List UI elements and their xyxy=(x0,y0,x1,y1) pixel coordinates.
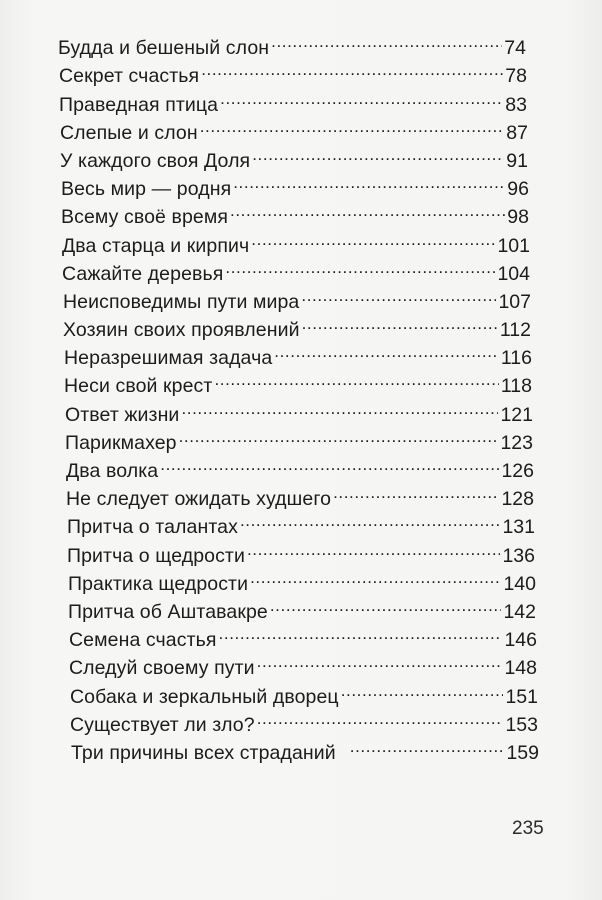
toc-dot-leader xyxy=(302,308,498,336)
toc-dot-leader xyxy=(201,54,503,82)
toc-entry-page: 78 xyxy=(505,65,527,88)
toc-entry-title: Ответ жизни xyxy=(65,403,180,426)
toc-entry-title: Праведная птица xyxy=(59,93,219,116)
toc-dot-leader xyxy=(350,731,505,759)
toc-entry xyxy=(0,590,602,623)
toc-entry-page: 146 xyxy=(504,629,537,652)
toc-entry xyxy=(0,26,602,60)
toc-dot-leader xyxy=(240,505,501,533)
toc-entry-page: 83 xyxy=(505,93,527,116)
toc-entry-title: Сажайте деревья xyxy=(62,262,224,285)
toc-dot-leader xyxy=(257,646,503,674)
page-number: 235 xyxy=(512,818,544,839)
toc-entry-title: Хозяин своих проявлений xyxy=(63,319,300,342)
toc-entry-page: 123 xyxy=(500,431,533,454)
toc-entry-page: 107 xyxy=(498,290,531,313)
toc-entry xyxy=(0,392,602,426)
toc-entry-page: 116 xyxy=(500,347,532,370)
toc-dot-leader xyxy=(271,26,502,54)
toc-entry-page: 159 xyxy=(506,741,539,764)
toc-entry xyxy=(0,703,602,736)
toc-dot-leader xyxy=(251,223,495,251)
toc-entry-title: Будда и бешеный слон xyxy=(58,37,270,60)
toc-entry-title: Притча о щедрости xyxy=(67,544,245,567)
toc-entry-title: Семена счастья xyxy=(69,629,217,652)
toc-entry xyxy=(0,449,602,482)
toc-dot-leader xyxy=(230,195,505,223)
toc-dot-leader xyxy=(270,590,502,618)
toc-entry-title: Неисповедимы пути мира xyxy=(63,290,300,313)
toc-entry-title: Существует ли зло? xyxy=(70,713,255,736)
toc-entry xyxy=(0,674,602,708)
toc-entry-page: 148 xyxy=(504,657,537,680)
toc-entry-title: Неси свой крест xyxy=(64,375,213,398)
toc-entry-title: Неразрешимая задача xyxy=(64,347,273,370)
toc-entry xyxy=(0,195,602,229)
toc-dot-leader xyxy=(257,703,504,731)
toc-entry xyxy=(0,618,602,652)
toc-entry xyxy=(0,562,602,595)
toc-entry-page: 104 xyxy=(497,262,530,285)
toc-dot-leader xyxy=(301,280,496,308)
toc-entry-page: 131 xyxy=(502,516,535,539)
toc-entry-title: Два волка xyxy=(66,460,159,482)
toc-entry xyxy=(0,731,602,764)
toc-entry xyxy=(0,167,602,201)
toc-dot-leader xyxy=(233,167,505,195)
toc-entry-title: Секрет счастья xyxy=(59,65,200,88)
toc-entry-page: 136 xyxy=(502,544,535,567)
toc-entry-page: 121 xyxy=(500,403,533,426)
toc-entry xyxy=(0,421,602,454)
toc-entry-title: Следуй своему пути xyxy=(69,657,255,680)
toc-entry-page: 74 xyxy=(504,37,526,60)
toc-entry xyxy=(0,280,602,313)
toc-entry-page: 128 xyxy=(501,488,534,511)
toc-dot-leader xyxy=(252,139,504,167)
toc-dot-leader xyxy=(200,111,505,139)
toc-entry-page: 112 xyxy=(499,319,531,342)
toc-entry-page: 140 xyxy=(503,572,536,595)
toc-dot-leader xyxy=(179,421,499,449)
toc-entry xyxy=(0,646,602,680)
toc-entry-title: Притча о талантах xyxy=(67,516,238,539)
toc-entry-title: Слепые и слон xyxy=(60,121,198,144)
toc-entry xyxy=(0,111,602,144)
toc-entry-title: Всему своё время xyxy=(61,206,229,229)
toc-entry-title: Практика щедрости xyxy=(68,572,249,595)
toc-entry-title: Парикмахер xyxy=(65,431,177,454)
toc-entry-page: 118 xyxy=(500,375,532,398)
toc-dot-leader xyxy=(214,364,498,392)
toc-entry-title: Притча об Аштавакре xyxy=(68,600,268,623)
toc-entry xyxy=(0,336,602,370)
toc-entry xyxy=(0,364,602,398)
toc-entry xyxy=(0,54,602,88)
toc-dot-leader xyxy=(247,533,501,561)
toc-entry xyxy=(0,533,602,567)
toc-entry-page: 101 xyxy=(497,234,530,257)
toc-entry-title: Не следует ожидать худшего xyxy=(66,488,332,511)
toc-entry-page: 96 xyxy=(507,178,529,201)
toc-entry xyxy=(0,252,602,285)
toc-entry xyxy=(0,139,602,172)
toc-dot-leader xyxy=(225,252,495,280)
toc-entry-page: 98 xyxy=(507,206,529,229)
toc-entry xyxy=(0,82,602,116)
toc-dot-leader xyxy=(220,82,503,110)
toc-entry-page: 91 xyxy=(506,149,528,172)
toc-dot-leader xyxy=(160,449,499,477)
toc-entry-title: Три причины всех страданий xyxy=(71,741,336,764)
toc-entry-page: 142 xyxy=(503,600,536,623)
toc-dot-leader xyxy=(274,336,499,364)
toc-dot-leader xyxy=(219,618,503,646)
toc-dot-leader xyxy=(181,392,498,420)
toc-entry xyxy=(0,505,602,539)
toc-entry-page: 87 xyxy=(506,121,528,144)
toc-entry-page: 151 xyxy=(505,685,538,708)
toc-entry xyxy=(0,223,602,257)
toc-entry-page: 153 xyxy=(505,713,538,736)
toc-entry-title: Два старца и кирпич xyxy=(62,234,250,257)
table-of-contents xyxy=(0,26,602,764)
toc-entry-title: Собака и зеркальный дворец xyxy=(70,685,339,708)
toc-dot-leader xyxy=(333,477,499,505)
toc-entry-title: Весь мир — родня xyxy=(61,178,232,201)
toc-entry-page: 126 xyxy=(501,460,534,482)
toc-entry xyxy=(0,308,602,342)
toc-dot-leader xyxy=(341,674,504,702)
toc-entry xyxy=(0,477,602,511)
toc-dot-leader xyxy=(250,562,501,590)
toc-entry-title: У каждого своя Доля xyxy=(60,149,251,172)
